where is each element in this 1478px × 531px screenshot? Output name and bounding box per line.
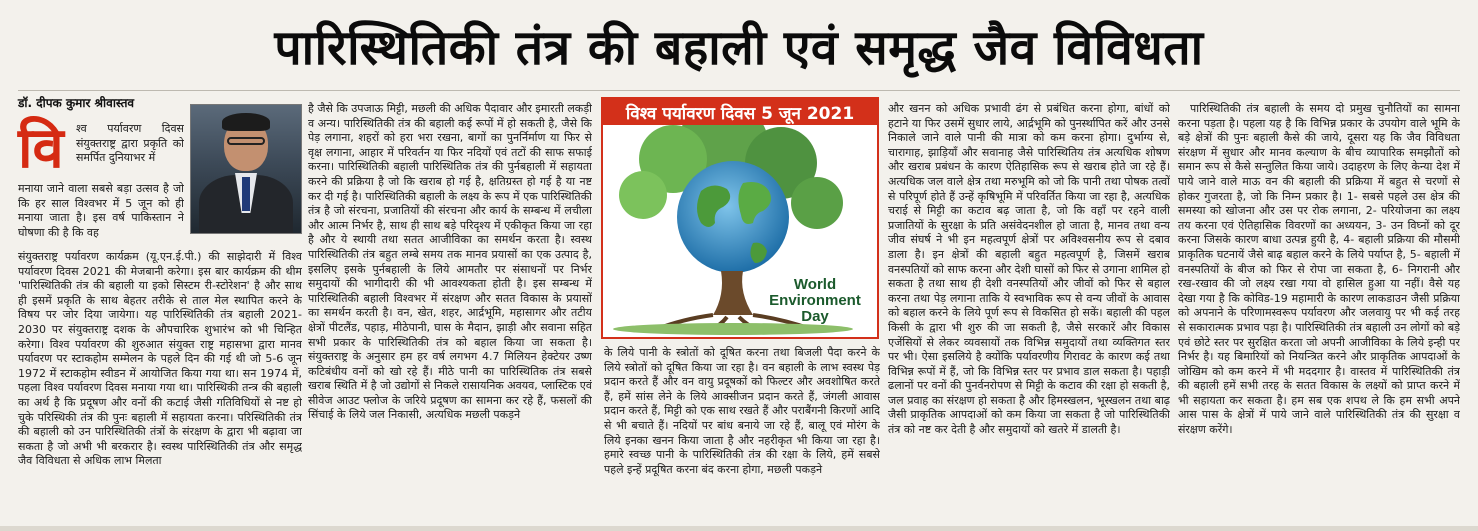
column-1 [18, 250, 302, 522]
photo-hair [222, 113, 270, 131]
author-photo [190, 104, 302, 234]
article-headline: पारिस्थितिकी तंत्र की बहाली एवं समृद्ध जैव विविधता [274, 19, 1204, 76]
environment-day-box [601, 97, 879, 339]
divider [18, 90, 1460, 91]
paragraph: पारिस्थितिकी तंत्र बहाली के समय दो प्रमुख चुनौतियों का सामना करना पड़ता है। पहला यह है कि विभिन्न प्रकार के उपयोग वाले भूमि के बड़े क्षेत्रों की पुनः बहाली कैसे की जाये, दूसरा यह कि जैव विविधता संरक्षण में सुधार और मानव कल्याण के बीच व्यापारिक समझौतों को समान रूप से कैसे सन्तुलित किया जाये। उदाहरण के लिए केन्या देश में पाये जाने वाले माऊ वन की बहाली की प्रक्रिया में बहुत से चरणों से होकर गुजरता है, जो कि निम्न प्रकार है। 1- सबसे पहले उस क्षेत्र की समस्या को खोजना और उस पर रोक लगाना, 2- परियोजना का लक्ष्य तय करना एवं ऐतिहासिक विवरणों का अध्ययन, 3- उन विघ्नों को दूर करना जिसके कारण बाधा उत्पन्न हुयी है, 4- बहाली प्रक्रिया की मौसमी प्राकृतिक घटनायें जैसे बाढ़ बहाल करने के लिये पर्याप्त है, 5- बहाली में वनस्पतियों के बीज को फिर से रोपा जा सकता है, 6- निगरानी और रख-रखाव की जो लक्ष्य रखा गया वो हासिल हुआ या नहीं। वैसे यह देखा गया है कि कोविड-19 महामारी के कारण लाकडाउन जैसी प्रक्रिया को अपनाने के परिणामस्वरूप पर्यावरण और जलवायु पर भी कई तरह से सकारात्मक प्रभाव पड़ा है। पारिस्थितिकी तंत्र बहाली उन लोगों को बड़े एवं छोटे स्तर पर सुरक्षित करता जो अपनी आजीविका के लिये इन्ही पर निर्भर है। यह बिमारियों को नियन्त्रित करने और प्राकृतिक आपदाओं के जोखिम को कम करने में भी मददगार है। वास्तव में पारिस्थितिकी तंत्र की बहाली हमें सभी तरह के सतत विकास के लक्ष्यों को प्राप्त करने में भी सहायता कर सकता है। हम सब एक शपथ ले कि हम सभी अपने आस पास के क्षेत्रों में पाये जाने वाले पारिस्थितिकी तंत्र की सुरक्षा व संरक्षण करेंगे। [1178, 102, 1460, 437]
paragraph: है जैसे कि उपजाऊ मिट्टी, मछली की अधिक पैदावार और इमारती लकड़ी व अन्य। पारिस्थितिकी तंत्र की बहाली कई रूपों में हो सकती है, जैसे कि पेड़ लगाना, शहरों को हरा भरा रखना, बागों का पुनर्निर्माण या फिर से वृक्ष लगाना, आहार में परिवर्तन या फिर नदियों एवं तटों की साफ सफाई करना। पारिस्थितिकी बहाली पारिस्थितिक तंत्र की पुर्नबहाली में सहायता करने की प्रक्रिया है जो कि खराब हो गई है, क्षतिग्रस्त हो गई है या नष्ट कर दी गई है। पारिस्थितिकी बहाली के लक्ष्य के रूप में एक पारिस्थितिकी तंत्र है जो संरचना, प्रजातियों की संरचना और कार्य के सम्बन्ध में लचीला और आत्म निर्भर है, साथ ही साथ बड़े परिदृश्य में एकीकृत किया जा रहा है और ये स्थायी तथा सतत आजीविका का समर्थन करता है। स्वस्थ पारिस्थितिकी तंत्र बहुत लम्बे समय तक मानव प्रयासों का एक उत्पाद है, इसलिए इसके पुर्नबहाली के लिये आमतौर पर संसाधनों पर निर्भर समुदायों की भागीदारी की भी आवश्यकता होती है। इस सम्बन्ध में पारिस्थितिकी बहाली विश्वभर में संरक्षण और सतत विकास के प्रयासों का समर्थन करती है। वन, खेत, शहर, आर्द्रभूमि, महासागर और तटीय क्षेत्रों पीटलैंड, पहाड़, मीठेपानी, घास के मैदान, झाड़ी और सवाना सहित सभी प्रकार के पारिस्थितिकी तंत्र को बहाल किया जा सकता है। संयुक्तराष्ट्र के अनुसार हम हर वर्ष लगभग 4.7 मिलियन हेक्टेयर उष्ण कटिबंधीय वनों को खो रहे हैं। मीठे पानी का पारिस्थितिक तंत्र सबसे खराब स्थिति में है जो उद्योगों से निकले रासायनिक अवयव, प्लास्टिक एवं सीवेज आउट फ्लोज के जरिये प्रदूषण का सामना कर रहे हैं, फसलों की सिंचाई के लिये जल निकासी, अत्यधिक मछली पकड़ने [308, 102, 592, 422]
author-byline: डॉ. दीपक कुमार श्रीवास्तव [18, 96, 135, 110]
paragraph: संयुक्तराष्ट्र पर्यावरण कार्यक्रम (यू.एन.ई.पी.) की साझेदारी में विश्व पर्यावरण दिवस 2021 की मेजबानी करेगा। इस बार कार्यक्रम की थीम 'पारिस्थितिकी तंत्र की बहाली या इको सिस्टम री-स्टोरेशन' है और साथ ही इसमें प्रकृति के साथ बेहतर तरीके से ताल मेल स्थापित करने के विषय पर जोर दिया जायेगा। यह पारिस्थितिकी तंत्र बहाली 2021-2030 पर संयुक्तराष्ट्र दशक के औपचारिक शुभारंभ को भी चिन्हित करेगा। विश्व पर्यावरण की शुरुआत संयुक्त राष्ट्र महासभा द्वारा मानव पर्यावरण पर स्टाकहोम सम्मेलन के पहले दिन की गई थी जो 5-6 जून 1972 में स्टाकहोम स्वीडन में आयोजित किया गया था। सन 1974 में, पहला विश्व पर्यावरण दिवस मनाया गया था। पारिस्थिकी तन्त्र की बहाली का अर्थ है कि प्रदूषण और वनों की कटाई जैसी गतिविधियों से नष्ट हो चुके परिस्थिकी तंत्र की पुनः बहाली में सहायता करना। परिस्थितिकी तंत्र की बहाली को उन पारिस्थितिकी तंत्रों के संरक्षण के द्वारा भी बढ़ावा जा सकता है जो अभी भी बरकरार है। स्वस्थ पारिस्थितिकी तंत्र और समृद्ध जैव विविधता से अधिक लाभ मिलता [18, 250, 302, 468]
bottom-edge [0, 526, 1478, 531]
photo-tie [242, 177, 250, 211]
column-2 [308, 102, 592, 522]
logo-line-1: World [793, 276, 837, 293]
column-5 [1178, 102, 1460, 522]
column-1-intro [76, 122, 184, 182]
logo-line-2: Environment [769, 292, 861, 309]
column-4 [888, 102, 1170, 522]
box-banner: विश्व पर्यावरण दिवस 5 जून 2021 [603, 99, 877, 125]
paragraph: श्व पर्यावरण दिवस संयुक्तराष्ट्र द्वारा प्रकृति को समर्पित दुनियाभर में [76, 122, 184, 165]
column-1-upper [18, 182, 184, 248]
drop-cap: वि [18, 116, 64, 181]
photo-glasses [227, 137, 265, 145]
paragraph: मनाया जाने वाला सबसे बड़ा उत्सव है जो कि हर साल विश्वभर में 5 जून को ही मनाया जाता है। इस वर्ष पाकिस्तान ने घोषणा की है कि वह [18, 182, 184, 239]
column-3 [604, 346, 880, 522]
paragraph: और खनन को अधिक प्रभावी ढंग से प्रबंधित करना होगा, बांधों को हटाने या फिर उसमें सुधार लाये, आर्द्रभूमि को पुनर्स्थापित करें और उनसे निकाले जाने वाले पानी की मात्रा को कम करना होगा। दुर्भाग्य से, चारागाह, झाड़ियाँ और सवानाह जैसे पारिस्थितिय तंत्र अत्यधिक शोषण और खराब प्रबंधन के कारण ऐतिहासिक रूप से खराब होते जा रहे हैं। अत्यधिक जल वाले क्षेत्र तथा मरुभूमि को जो कि पानी तथा पोषक तत्वों से परिपूर्ण होते हैं उन्हें कृषिभूमि में परिवर्तित किया जा रहा है, अत्यधिक चराई से मिट्टी का कटाव बढ़ जाता है, जो कि वहाँ पर रहने वाली प्रजातियों के सुरक्षा के प्रति असंवेदनशील हो जाता है, मानव तथा वन्य जीव संघर्ष ने भी इन महत्वपूर्ण क्षेत्रों पर अविश्वसनीय रूप से दबाव डाला है। इन क्षेत्रों की बहाली बहुत महत्वपूर्ण है, जिसमें खराब वनस्पतियों को साफ करना और देशी घासों को फिर से उगाना शामिल हो सकता है तथा साथ ही देशी वनस्पतियों और जीवों को फिर से बहाल करना तथा पेड़ लगाना ताकि ये स्वभाविक रूप से वन्य जीवों के आवास को बहाल करने के लिये पूर्ण रूप से विकसित हो सकें। बहाली की पहल किसी के द्वारा भी शुरु की जा सकती है, जैसे सरकारें और विकास एजेंसियों से लेकर व्यवसायों तक विभिन्न समुदायों तथा व्यक्तिगत स्तर पर भी। ऐसा इसलिये है क्योंकि पर्यावरणीय गिरावट के कारण कई तथा विभिन्न रूपों में हैं, जो कि विभिन्न स्तर पर प्रभाव डाल सकता है। पहाड़ी ढलानों पर वनों की पुनर्वनरोपण से मिट्टी के कटाव की रक्षा हो सकती है, जल प्रवाह का संरक्षण हो सकता है और हिमस्खलन, भूस्खलन तथा बाढ़ जैसी प्राकृतिक आपदाओं को कम किया जा सकता है जो पारिस्थितिकी तंत्र को नष्ट कर देती है और समुदायों को खतरे में डालती है। [888, 102, 1170, 437]
paragraph: के लिये पानी के स्त्रोतों को दूषित करना तथा बिजली पैदा करने के लिये स्त्रोतों को दूषित किया जा रहा है। वन बहाली के लाभ स्वस्थ पेड़ प्रदान करते हैं और वन वायु प्रदूषकों को फिल्टर और अवशोषित करते हैं, हमें सांस लेने के लिये आक्सीजन प्रदान करते हैं, जंगली आवास प्रदान करते हैं, मिट्टी को एक साथ रखते हैं और पराबैंगनी किरणों आदि से भी बचाते हैं। नदियों पर बांध बनाये जा रहे हैं, बालू एवं मोरंग के लिये इनका खनन किया जाता है और नहरीकृत भी किया जा रहा है। हमारे स्वच्छ पानी के पारिस्थितिकी तंत्र की रक्षा के लिये, हमें सबसे पहले इन्हें प्रदूषित करना बंद करना होगा, मछली पकड़ने [604, 346, 880, 476]
world-environment-day-logo [767, 277, 863, 325]
logo-line-3: Day [801, 308, 829, 325]
